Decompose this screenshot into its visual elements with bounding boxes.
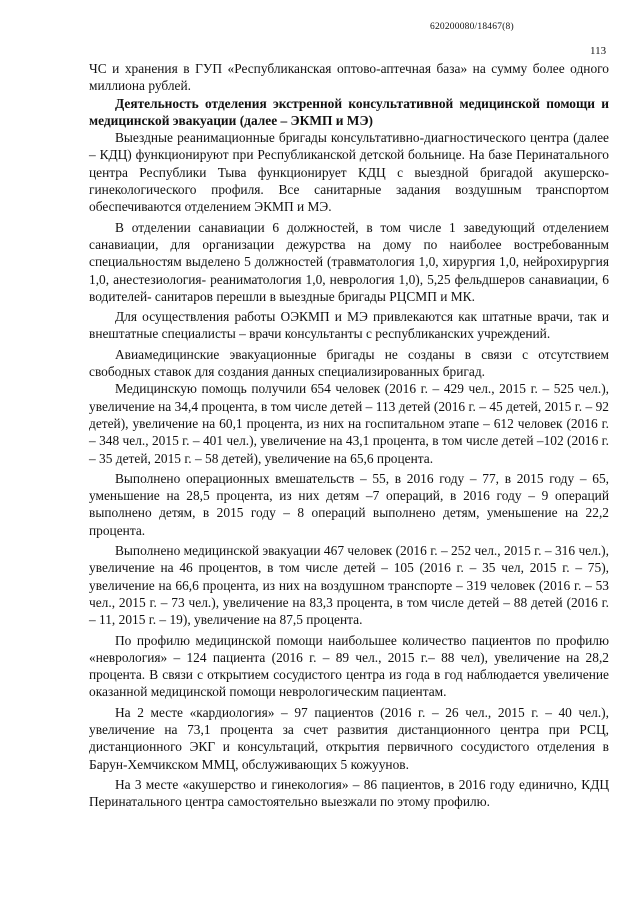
paragraph: Медицинскую помощь получили 654 человек (2016 г. – 429 чел., 2015 г. – 525 чел.), увеличение на 34,4 процента, в том числе детей – 113 детей (2016 г. – 45 детей, 2015 г. – 92 детей), увеличение на 60,1 процента, из них на госпитальном этапе – 612 человек (2016 г. – 348 чел., 2015 г. – 401 чел.), увеличение на 43,1 процента, в том числе детей –102 (2016 г. – 35 детей, 2015 г. – 58 детей), увеличение на 65,6 процента. (89, 381, 609, 466)
paragraph: Для осуществления работы ОЭКМП и МЭ привлекаются как штатные врачи, так и внештатные специалисты – врачи консультанты с республиканских учреждений. (89, 309, 609, 342)
paragraph: Выполнено операционных вмешательств – 55, в 2016 году – 77, в 2015 году – 65, уменьшение на 28,5 процента, из них детям –7 операций, в 2016 году – 9 операций выполнено детям, в 2015 году – 8 операций выполнено детям, уменьшение на 22,2 процента. (89, 470, 609, 538)
section-heading: Деятельность отделения экстренной консультативной медицинской помощи и медицинской эвакуации (далее – ЭКМП и МЭ) (89, 95, 609, 128)
document-body (89, 60, 609, 810)
paragraph: По профилю медицинской помощи наибольшее количество пациентов по профилю «неврология» – 124 пациента (2016 г. – 89 чел., 2015 г.– 88 чел), увеличение на 28,2 процента. В связи с открытием сосудистого центра из года в год наблюдается увеличение оказанной медицинской помощи неврологическим пациентам. (89, 632, 609, 700)
paragraph: Выездные реанимационные бригады консультативно-диагностического центра (далее – КДЦ) функционируют при Республиканской детской больнице. На базе Перинатального центра Республики Тыва функционирует КДЦ с выездной бригадой акушерско- гинекологического профиля. Все санитарные задания воздушным транспортом обеспечиваются отделением ЭКМП и МЭ. (89, 130, 609, 215)
paragraph: На 3 месте «акушерство и гинекология» – 86 пациентов, в 2016 году единично, КДЦ Перинатального центра самостоятельно выезжали по этому профилю. (89, 776, 609, 810)
paragraph: Выполнено медицинской эвакуации 467 человек (2016 г. – 252 чел., 2015 г. – 316 чел.), увеличение на 46 процентов, в том числе детей – 105 (2016 г. – 35 чел, 2015 г. – 75), увеличение на 66,6 процента, из них на воздушном транспорте – 319 человек (2016 г. – 53 чел., 2015 г. – 73 чел.), увеличение на 83,3 процента, в том числе детей – 88 детей (2016 г. – 11, 2015 г. – 19), увеличение на 87,5 процента. (89, 543, 609, 628)
paragraph-continuation: ЧС и хранения в ГУП «Республиканская оптово-аптечная база» на сумму более одного миллиона рублей. (89, 61, 609, 94)
page-number: 113 (590, 45, 607, 57)
paragraph: Авиамедицинские эвакуационные бригады не созданы в связи с отсутствием свободных ставок для создания данных специализированных бригад. (89, 346, 609, 380)
document-id: 620200080/18467(8) (430, 22, 514, 32)
paragraph: В отделении санавиации 6 должностей, в том числе 1 заведующий отделением санавиации, для организации дежурства на дому по наиболее востребованным специальностям выделено 5 должностей (травматология 1,0, хирургия 1,0, нейрохирургия 1,0, анестезиология- реаниматология 1,0, неврология 1,0), 5,25 фельдшеров санавиации, 6 водителей- санитаров перешли в выездные бригады РЦСМП и МК. (89, 219, 609, 304)
paragraph: На 2 месте «кардиология» – 97 пациентов (2016 г. – 26 чел., 2015 г. – 40 чел.), увеличение на 73,1 процента за счет развития дистанционного центра при РСЦ, дистанционного ЭКГ и консультаций, открытия первичного сосудистого отделения в Барун-Хемчикском ММЦ, обслуживающих 5 кожуунов. (89, 704, 609, 772)
